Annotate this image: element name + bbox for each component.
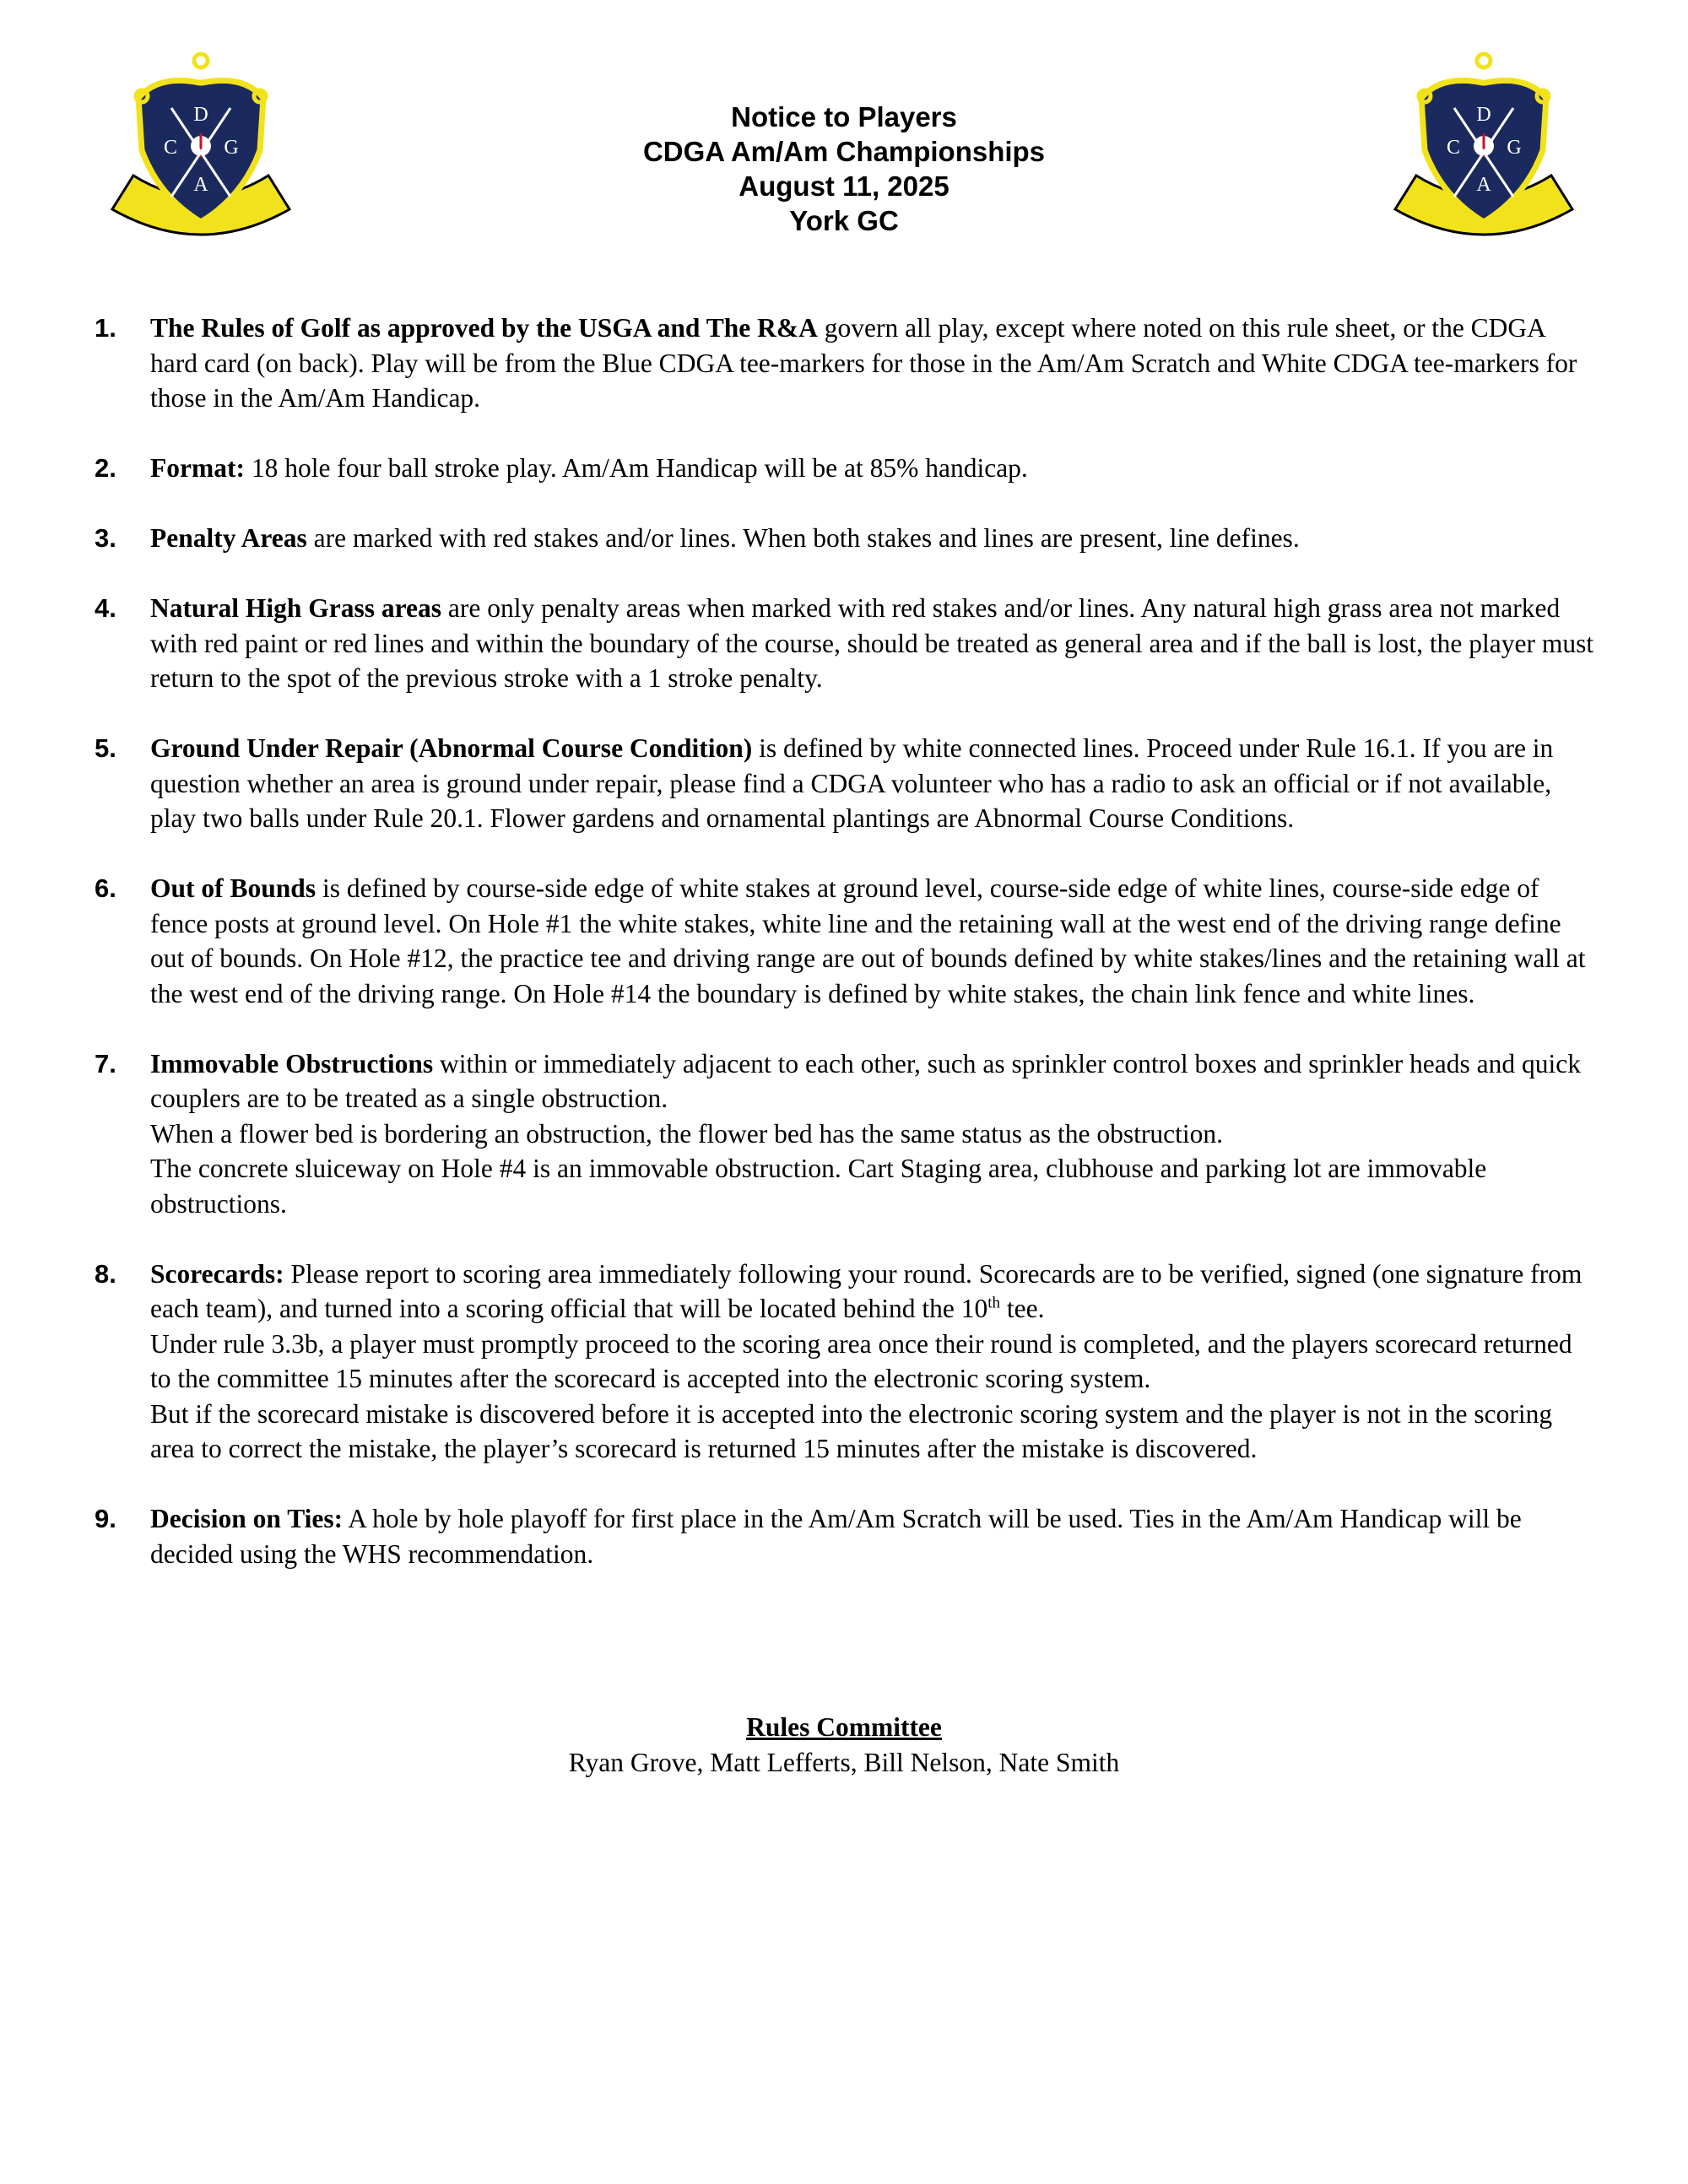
- logo-letter-c: C: [163, 137, 178, 159]
- rule-text: are only penalty areas when marked with red stakes and/or lines. Any natural high grass area not marked with red paint or red lines and within the boundary of the course, should be treated as general area and if the ball is lost, the player must return to the spot of the previous stroke with a 1 stroke penalty.: [150, 593, 1594, 693]
- rule-item: [95, 1501, 1597, 1571]
- rule-item: [95, 311, 1597, 416]
- ordinal-suffix: th: [987, 1294, 1000, 1312]
- rules-committee: [0, 1710, 1688, 1780]
- rule-text: govern all play, except where noted on this rule sheet, or the CDGA hard card (on back). Play will be from the Blue CDGA tee-markers for those in the Am/Am Scratch and White CDGA tee-markers for those in the Am/Am Handicap.: [150, 313, 1577, 413]
- committee-title: Rules Committee: [746, 1712, 942, 1742]
- rule-extra-line: But if the scorecard mistake is discovered before it is accepted into the electronic scoring system and the player is not in the scoring area to correct the mistake, the player’s scorecard is returned 15 minutes after the mistake is discovered.: [150, 1398, 1553, 1463]
- document-header: [0, 100, 1688, 238]
- rule-title: Format:: [150, 453, 245, 483]
- rule-text: Please report to scoring area immediately following your round. Scorecards are to be verified, signed (one signature from each team), and turned into a scoring official that will be located behind the 10: [150, 1258, 1582, 1323]
- rule-title: Out of Bounds: [150, 873, 316, 903]
- header-venue: York GC: [789, 205, 899, 236]
- logo-ring: [1477, 54, 1491, 68]
- rule-title: Natural High Grass areas: [150, 593, 442, 623]
- rule-text: are marked with red stakes and/or lines. When both stakes and lines are present, line defines.: [306, 523, 1300, 553]
- rule-text: is defined by course-side edge of white stakes at ground level, course-side edge of white lines, course-side edge of fence posts at ground level. On Hole #1 the white stakes, white line and the retaining wall at the west end of the driving range define out of bounds. On Hole #12, the practice tee and driving range are out of bounds defined by white stakes/lines and the retaining wall at the west end of the driving range. On Hole #14 the boundary is defined by white stakes, the chain link fence and white lines.: [150, 873, 1586, 1008]
- rule-extra-line: Under rule 3.3b, a player must promptly proceed to the scoring area once their round is completed, and the players scorecard returned to the committee 15 minutes after the scorecard is accepted into the electronic scoring system.: [150, 1328, 1572, 1393]
- header-date: August 11, 2025: [738, 170, 950, 202]
- rule-number: 3.: [95, 523, 116, 553]
- rule-number: 7.: [95, 1048, 116, 1078]
- rule-item: [95, 591, 1597, 696]
- rule-text-after: tee.: [1000, 1294, 1045, 1323]
- rule-item: [95, 871, 1597, 1011]
- rule-text: within or immediately adjacent to each other, such as sprinkler control boxes and sprinkler heads and quick couplers are to be treated as a single obstruction.: [150, 1048, 1581, 1113]
- logo-letter-d: D: [1476, 104, 1491, 126]
- header-event: CDGA Am/Am Championships: [642, 136, 1046, 167]
- rule-number: 8.: [95, 1258, 116, 1289]
- rules-list: [95, 311, 1597, 1607]
- rule-title: Scorecards:: [150, 1258, 284, 1289]
- rule-item: [95, 731, 1597, 836]
- rule-number: 5.: [95, 733, 116, 763]
- rule-item: [95, 1257, 1597, 1467]
- logo-ring: [194, 54, 208, 68]
- rule-text: A hole by hole playoff for first place in the Am/Am Scratch will be used. Ties in the Am/Am Handicap will be decided using the WHS recommendation.: [150, 1504, 1522, 1569]
- rule-title: Decision on Ties:: [150, 1504, 344, 1533]
- rule-extra-line: When a flower bed is bordering an obstruction, the flower bed has the same status as the obstruction.: [150, 1118, 1224, 1149]
- logo-letter-a: A: [193, 174, 208, 196]
- rule-title: Immovable Obstructions: [150, 1048, 434, 1078]
- rule-number: 9.: [95, 1504, 116, 1533]
- logo-letter-d: D: [193, 104, 208, 126]
- rule-number: 4.: [95, 593, 116, 623]
- rule-item: [95, 451, 1597, 486]
- logo-letter-c: C: [1446, 137, 1461, 159]
- rule-item: [95, 1046, 1597, 1222]
- logo-letter-g: G: [1507, 137, 1522, 159]
- committee-members: Ryan Grove, Matt Lefferts, Bill Nelson, Nate Smith: [568, 1747, 1120, 1777]
- rule-number: 1.: [95, 313, 116, 343]
- rule-number: 6.: [95, 873, 116, 903]
- rule-title: The Rules of Golf as approved by the USGA and The R&A: [150, 313, 818, 343]
- header-title: Notice to Players: [731, 101, 957, 132]
- rule-text: is defined by white connected lines. Proceed under Rule 16.1. If you are in question whether an area is ground under repair, please find a CDGA volunteer who has a radio to ask an official or if not available, play two balls under Rule 20.1. Flower gardens and ornamental plantings are Abnormal Course Conditions.: [150, 733, 1554, 833]
- rule-title: Penalty Areas: [150, 523, 307, 553]
- rule-title: Ground Under Repair (Abnormal Course Condition): [150, 733, 753, 763]
- rule-number: 2.: [95, 453, 116, 483]
- rule-item: [95, 521, 1597, 556]
- logo-letter-a: A: [1476, 174, 1491, 196]
- rule-text: 18 hole four ball stroke play. Am/Am Handicap will be at 85% handicap.: [244, 453, 1028, 483]
- rule-extra-line: The concrete sluiceway on Hole #4 is an immovable obstruction. Cart Staging area, clubhouse and parking lot are immovable obstructions.: [150, 1154, 1487, 1219]
- logo-letter-g: G: [224, 137, 239, 159]
